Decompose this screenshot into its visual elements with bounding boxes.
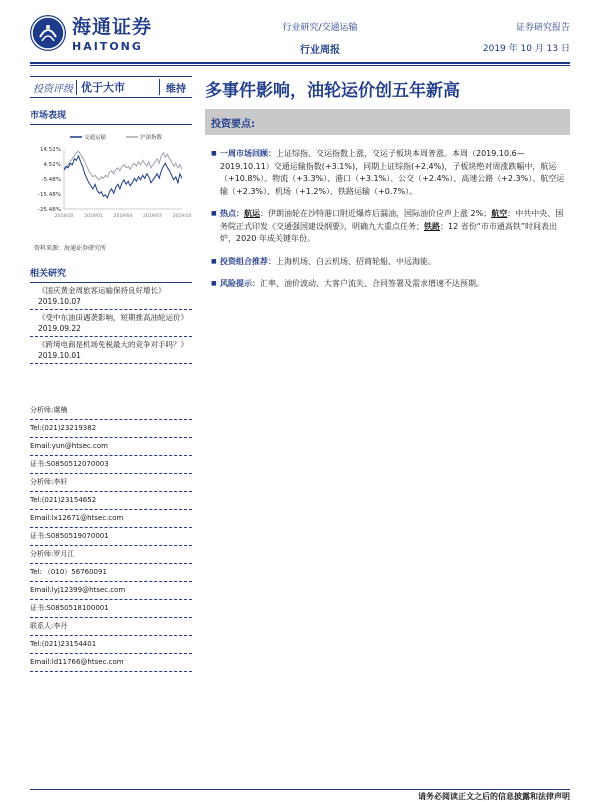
report-header [0,0,600,62]
y-tick-label: -15.48% [38,192,61,198]
contact-email[interactable]: Email:lyj12399@htsec.com [30,582,192,600]
logo-english-name: HAITONG [72,40,143,53]
market-section-title: 市场表现 [30,108,192,125]
key-point-risk: ■ 风险提示：汇率、油价波动、大客户流失、合同签署及需求增速不达预期。 [212,278,567,291]
market-chart [30,131,192,241]
x-tick-label: 2019/10 [172,214,192,219]
contact-line: 分析师:李轩 [30,474,192,492]
contact-line: 证书:S0850519070001 [30,528,192,546]
key-points-header: 投资要点: [205,109,570,135]
rating-value: 优于大市 [77,79,160,95]
contact-line: Tel:(021)23154652 [30,492,192,510]
key-point-hotspots: ■ 热点：航运：伊朗油轮在沙特港口附近爆炸后漏油，国际油价应声上涨 2%；航空：中共中央、国务院正式印发《交通强国建设纲要》，明确九大重点任务；铁路：12 省份“市市通高铁”时间表出炉，2020 年成关键年份。 [212,208,567,246]
header-divider-thin [30,65,570,66]
report-title: 多事件影响，油轮运价创五年新高 [205,81,460,101]
y-tick-label: 4.52% [43,162,61,168]
legend-label: 沪深指数 [140,135,163,141]
header-divider [30,62,570,64]
disclaimer-footer: 请务必阅读正文之后的信息披露和法律声明 [418,792,570,801]
footer-divider [30,789,570,790]
sidebar [30,76,192,364]
contact-line: 联系人:李丹 [30,618,192,636]
rating-action: 维持 [166,83,186,95]
related-item[interactable]: 《国庆黄金周旅客运输保持良好增长》 2019.10.07 [30,283,192,310]
key-points [212,148,567,301]
related-item[interactable]: 《跨境电商是机场免税最大的竞争对手吗？》 2019.10.01 [30,337,192,364]
analyst-contacts [30,402,192,672]
contact-line: Tel: （010）56760091 [30,564,192,582]
contact-line: 证书:S0850512070003 [30,456,192,474]
logo-chinese-name: 海通证券 [72,16,153,38]
y-tick-label: -25.48% [38,207,61,213]
key-point-portfolio: ■ 投资组合推荐：上海机场、白云机场、招商轮船、中远海能。 [212,256,567,269]
y-tick-label: 14.52% [40,147,61,153]
x-tick-label: 2019/04 [113,214,133,219]
contact-email[interactable]: Email:yun@htsec.com [30,438,192,456]
contact-email[interactable]: Email:lx12671@htsec.com [30,510,192,528]
y-tick-label: -5.48% [41,177,61,183]
company-logo [30,12,152,53]
x-tick-label: 2018/10 [54,214,74,219]
report-category: 行业研究/交通运输 [282,23,358,33]
report-kind: 证券研究报告 [515,23,570,33]
contact-line: 证书:S0850518100001 [30,600,192,618]
chart-source: 资料来源：海通证券研究所 [34,245,107,252]
contact-line: Tel:(021)23219382 [30,420,192,438]
series-line-交通运输 [64,156,182,198]
report-date: 2019 年 10 月 13 日 [482,44,570,54]
contact-email[interactable]: Email:ld11766@htsec.com [30,654,192,672]
investment-rating [30,76,192,98]
key-point-market-review: ■ 一周市场回顾：上证综指、交运指数上涨，交运子板块本周普涨。本周（2019.10.6—2019.10.11）交通运输指数(+3.1%)，同期上证综指(+2.4%)，子板块绝对周涨跌幅中，航运（+10.8%）、物流（+3.3%）、港口（+3.1%）、公交（+2.4%）、高速公路（+2.3%）、航空运输（+2.3%）、机场（+1.2%）、铁路运输（+0.7%）。 [212,148,567,198]
haitong-logo-icon [30,15,66,51]
contact-line: Tel:(021)23154401 [30,636,192,654]
x-tick-label: 2019/07 [143,214,162,219]
market-line-chart [30,131,192,236]
x-tick-label: 2019/01 [84,214,103,219]
contact-line: 分析师:虞楠 [30,402,192,420]
legend-label: 交通运输 [84,135,107,141]
report-type: 行业周报 [300,45,340,56]
contact-line: 分析师:罗月江 [30,546,192,564]
related-item[interactable]: 《受中东油田遇袭影响，短期推高油轮运价》 2019.09.22 [30,310,192,337]
rating-label: 投资评级 [30,80,77,95]
related-research-title: 相关研究 [30,266,192,283]
